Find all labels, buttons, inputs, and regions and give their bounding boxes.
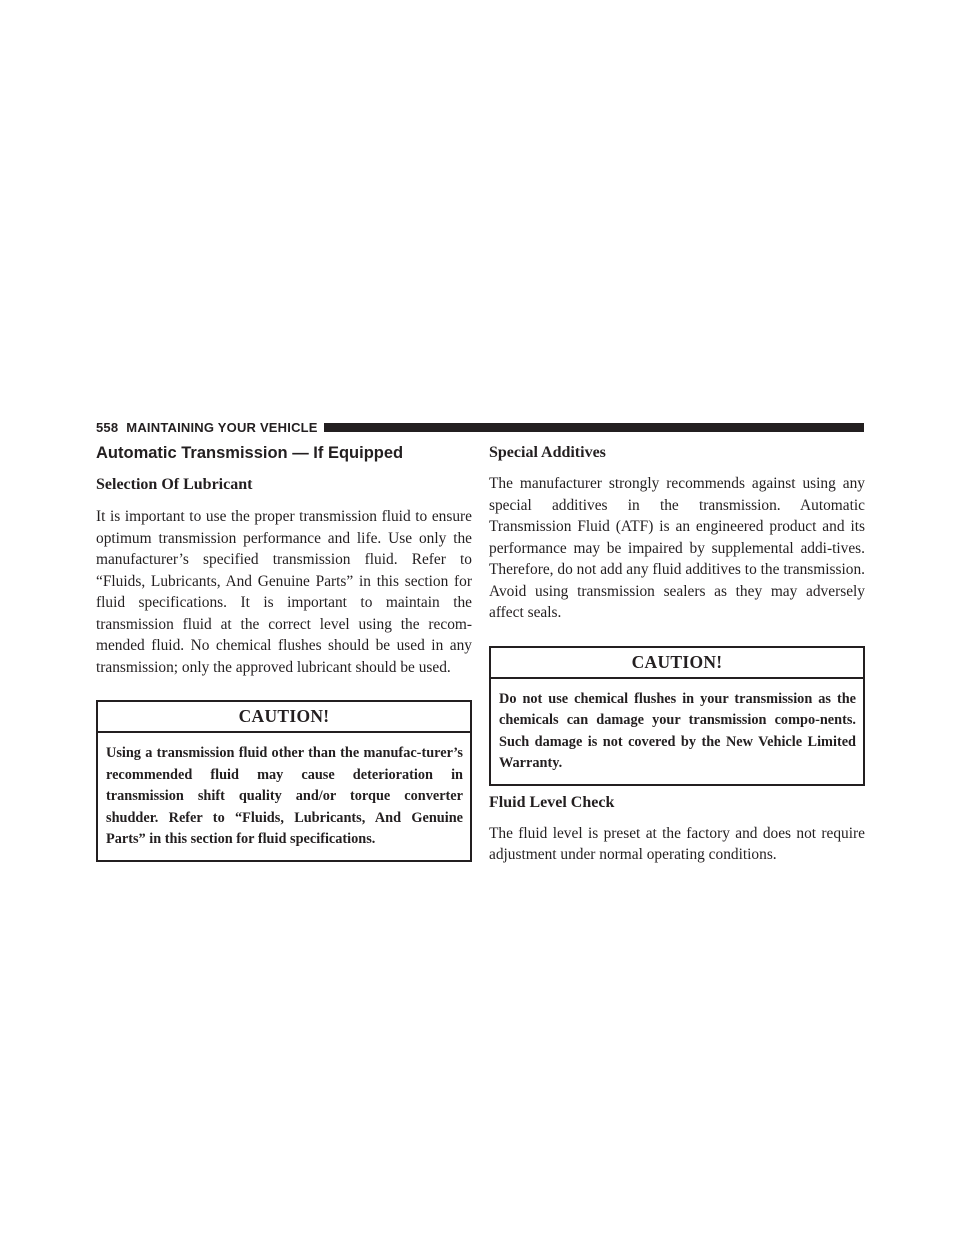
section-title: MAINTAINING YOUR VEHICLE xyxy=(126,419,318,435)
header-rule xyxy=(324,423,864,432)
additives-paragraph: The manufacturer strongly recommends against using any special additives in the transmission. Automatic Transmission Fluid (ATF) is an engineered product and its performance may be impaired by supplemental addi-tives. Therefore, do not add any fluid additives to the transmission. Avoid using transmission sealers as they may adversely affect seals. xyxy=(489,475,865,621)
page-number: 558 xyxy=(96,419,119,435)
subheading-fluid-level-check: Fluid Level Check xyxy=(489,793,615,811)
section-heading: Automatic Transmission — If Equipped xyxy=(96,444,404,462)
caution-text: Using a transmission fluid other than the manufac-turer’s recommended fluid may cause deterioration in transmission shift quality and/or torque converter shudder. Refer to “Fluids, Lubricants, And Genuine Parts” in this section for fluid specifications. xyxy=(106,745,463,847)
caution-title: CAUTION! xyxy=(98,702,470,733)
caution-title: CAUTION! xyxy=(491,648,863,679)
fluid-level-paragraph: The fluid level is preset at the factory and does not require adjustment under normal operating conditions. xyxy=(489,824,865,863)
subheading-special-additives: Special Additives xyxy=(489,444,606,461)
right-column xyxy=(489,440,865,866)
lubricant-paragraph: It is important to use the proper transmission fluid to ensure optimum transmission performance and life. Use only the manufacturer’s specified transmission fluid. Refer to “Fluids, Lubricants, And Genuine Parts” in this section for fluid specifications. It is important to maintain the transmission fluid at the correct level using the recom-mended fluid. No chemical flushes should be used in any transmission; only the approved lubricant should be used. xyxy=(96,508,472,676)
subheading-selection-of-lubricant: Selection Of Lubricant xyxy=(96,476,253,493)
caution-box-lubricant xyxy=(96,700,472,862)
caution-box-flushes xyxy=(489,646,865,786)
caution-text: Do not use chemical flushes in your transmission as the chemicals can damage your transmission compo-nents. Such damage is not covered by the New Vehicle Limited Warranty. xyxy=(499,690,856,771)
left-column xyxy=(96,440,472,862)
page-header xyxy=(96,418,864,436)
